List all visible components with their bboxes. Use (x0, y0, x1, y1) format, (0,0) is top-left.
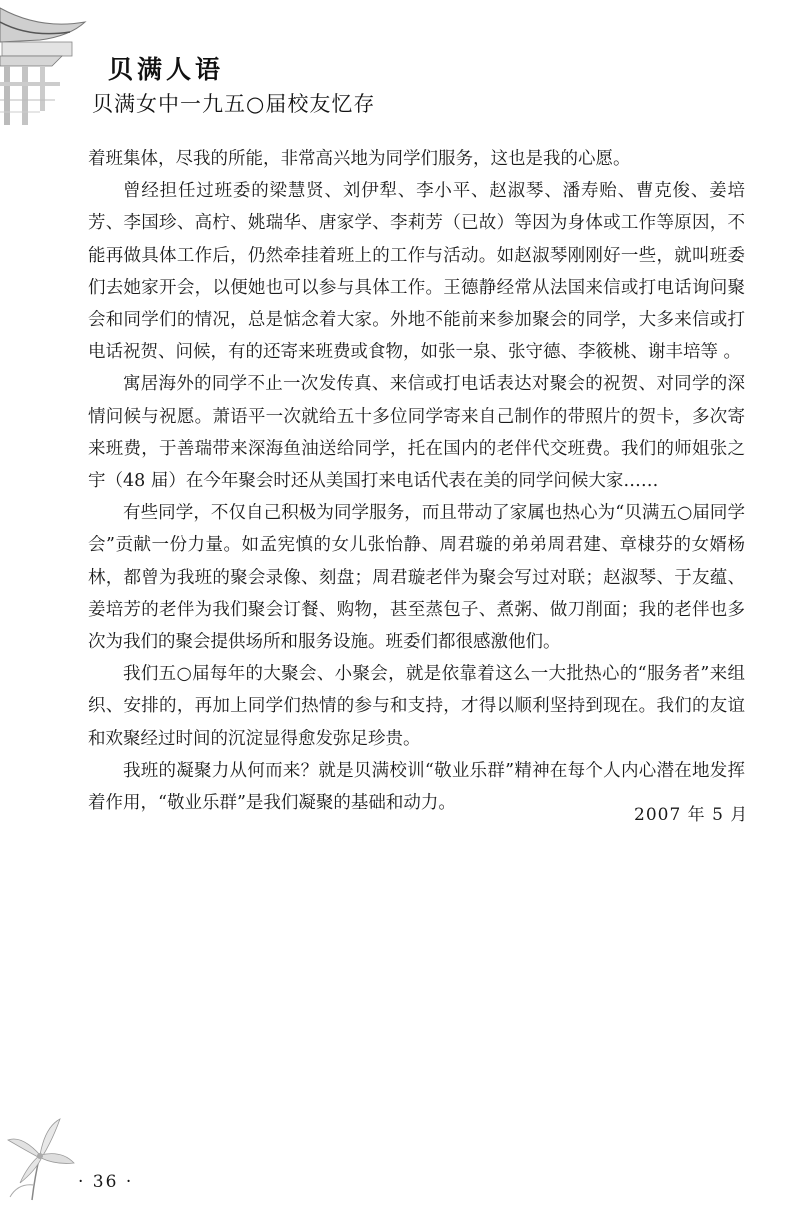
body-text (88, 143, 745, 819)
paragraph: 曾经担任过班委的梁慧贤、刘伊犁、李小平、赵淑琴、潘寿贻、曹克俊、姜培芳、李国珍、高柠、姚瑞华、唐家学、李莉芳（已故）等因为身体或工作等原因，不能再做具体工作后，仍然牵挂着班上的工作与活动。如赵淑琴刚刚好一些，就叫班委们去她家开会，以便她也可以参与具体工作。王德静经常从法国来信或打电话询问聚会和同学们的情况，总是惦念着大家。外地不能前来参加聚会的同学，大多来信或打电话祝贺、问候，有的还寄来班费或食物，如张一泉、张守德、李筱桃、谢丰培等 。 (88, 181, 745, 363)
page-number: · 36 · (78, 1172, 134, 1192)
paragraph: 有些同学，不仅自己积极为同学服务，而且带动了家属也热心为“贝满五○届同学会”贡献一份力量。如孟宪慎的女儿张怡静、周君璇的弟弟周君建、章棣芬的女婿杨林，都曾为我班的聚会录像、刻盘；周君璇老伴为聚会写过对联；赵淑琴、于友蕴、姜培芳的老伴为我们聚会订餐、购物，甚至蒸包子、煮粥、做刀削面；我的老伴也多次为我们的聚会提供场所和服务设施。班委们都很感激他们。 (88, 503, 745, 653)
book-title: 贝满女中一九五○届校友忆存 (92, 92, 376, 116)
flower-illustration (0, 1105, 90, 1205)
date-line: 2007 年 5 月 (634, 805, 749, 825)
paragraph: 我班的凝聚力从何而来？就是贝满校训“敬业乐群”精神在每个人内心潜在地发挥着作用，“敬业乐群”是我们凝聚的基础和动力。 (88, 760, 745, 814)
series-title: 贝满人语 (108, 55, 225, 84)
paragraph: 着班集体，尽我的所能，非常高兴地为同学们服务，这也是我的心愿。 (88, 149, 631, 169)
paragraph: 寓居海外的同学不止一次发传真、来信或打电话表达对聚会的祝贺、对同学的深情问候与祝愿。萧语平一次就给五十多位同学寄来自己制作的带照片的贺卡，多次寄来班费，于善瑞带来深海鱼油送给同学，托在国内的老伴代交班费。我们的师姐张之宇（48 届）在今年聚会时还从美国打来电话代表在美的同学问候大家…… (88, 374, 745, 492)
paragraph: 我们五○届每年的大聚会、小聚会，就是依靠着这么一大批热心的“服务者”来组织、安排的，再加上同学们热情的参与和支持，才得以顺利坚持到现在。我们的友谊和欢聚经过时间的沉淀显得愈发弥足珍贵。 (88, 664, 745, 749)
